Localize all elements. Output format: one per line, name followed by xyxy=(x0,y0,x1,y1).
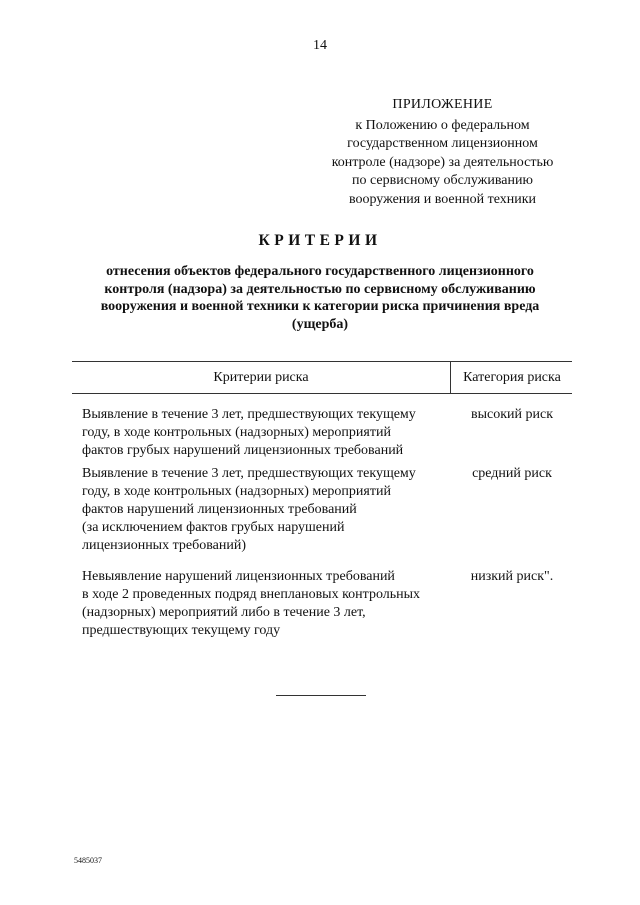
page-number: 14 xyxy=(313,38,327,53)
criteria-line: Выявление в течение 3 лет, предшествующих текущему xyxy=(82,407,416,422)
subtitle-line: вооружения и военной техники к категории риска причинения вреда xyxy=(100,299,540,314)
header-category: Категория риска xyxy=(450,362,573,393)
criteria-cell xyxy=(82,568,452,640)
appendix-block xyxy=(300,96,585,209)
criteria-line: году, в ходе контрольных (надзорных) мероприятий xyxy=(82,484,391,499)
criteria-line: (надзорных) мероприятий либо в течение 3 лет, xyxy=(82,605,366,620)
table-header xyxy=(72,361,572,394)
criteria-line: году, в ходе контрольных (надзорных) мероприятий xyxy=(82,425,391,440)
closing-rule xyxy=(276,695,366,696)
criteria-line: (за исключением фактов грубых нарушений xyxy=(82,520,345,535)
subtitle-line: отнесения объектов федерального государственного лицензионного xyxy=(106,264,534,279)
document-code: 5485037 xyxy=(74,856,102,865)
category-cell: высокий риск xyxy=(470,407,554,422)
criteria-line: в ходе 2 проведенных подряд внеплановых контрольных xyxy=(82,587,421,602)
criteria-cell xyxy=(82,465,452,555)
appendix-line: государственном лицензионном xyxy=(347,136,538,151)
criteria-line: фактов нарушений лицензионных требований xyxy=(82,502,357,517)
category-cell: низкий риск". xyxy=(470,569,554,584)
category-cell: средний риск xyxy=(472,466,552,481)
criteria-line: фактов грубых нарушений лицензионных требований xyxy=(82,443,404,458)
criteria-line: Выявление в течение 3 лет, предшествующих текущему xyxy=(82,466,416,481)
subtitle-line: (ущерба) xyxy=(291,316,349,332)
appendix-line: к Положению о федеральном xyxy=(355,117,530,133)
header-criteria: Критерии риска xyxy=(213,370,309,385)
criteria-line: лицензионных требований) xyxy=(82,538,246,553)
document-subtitle xyxy=(72,263,568,333)
document-title: КРИТЕРИИ xyxy=(258,232,382,249)
appendix-line: по сервисному обслуживанию xyxy=(352,173,533,188)
criteria-cell xyxy=(82,406,452,460)
subtitle-line: контроля (надзора) за деятельностью по сервисному обслуживанию xyxy=(104,281,536,297)
appendix-line: контроле (надзоре) за деятельностью xyxy=(331,154,554,170)
appendix-title: ПРИЛОЖЕНИЕ xyxy=(392,97,493,112)
criteria-line: Невыявление нарушений лицензионных требований xyxy=(82,569,395,584)
criteria-line: предшествующих текущему году xyxy=(82,623,281,638)
appendix-line: вооружения и военной техники xyxy=(348,191,537,207)
risk-criteria-table xyxy=(72,361,572,638)
